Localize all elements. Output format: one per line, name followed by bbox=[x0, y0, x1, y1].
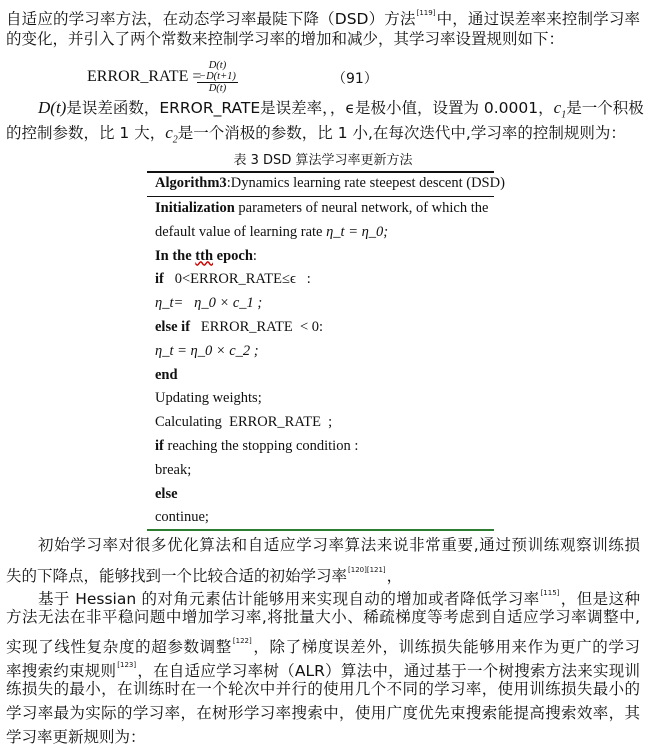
algorithm-math: η_t = η_0; bbox=[326, 223, 389, 240]
text-run: ，但是这种 bbox=[560, 590, 640, 608]
algorithm-line bbox=[155, 414, 486, 431]
text-run: 失的下降点，能够找到一个比较合适的初始学习率 bbox=[6, 567, 348, 585]
text-run: 是一个积极 bbox=[566, 99, 644, 117]
text-run: 学习率更新规则为： bbox=[6, 728, 146, 746]
algorithm-line bbox=[155, 319, 486, 336]
text-run: 实现了线性复杂度的超参数调整 bbox=[6, 638, 232, 656]
keyword: if bbox=[155, 271, 164, 288]
algorithm-line bbox=[155, 295, 486, 312]
algorithm-line bbox=[155, 271, 486, 288]
algorithm-math: η_t = η_0 × c_2 ; bbox=[155, 342, 259, 359]
algorithm-line bbox=[155, 438, 486, 455]
text-line bbox=[6, 3, 640, 29]
text-run: 初始学习率对很多优化算法和自适应学习率算法来说非常重要,通过预训练观察训练损 bbox=[38, 536, 640, 554]
text-line bbox=[38, 583, 640, 609]
algorithm-line bbox=[155, 486, 486, 503]
text-line bbox=[6, 679, 640, 699]
citation: [122] bbox=[232, 637, 252, 645]
text-run: 自适应的学习率方法，在动态学习率最陡下降（DSD）方法 bbox=[6, 10, 416, 28]
algorithm-line bbox=[155, 248, 486, 265]
citation: [120][121] bbox=[348, 566, 386, 574]
text-line bbox=[6, 123, 640, 150]
text-line bbox=[6, 703, 640, 723]
equation-number: （91） bbox=[332, 71, 378, 87]
text-run: 的控制参数，比 1 大， bbox=[6, 124, 166, 142]
algorithm-text: break; bbox=[155, 461, 192, 478]
citation: [115] bbox=[540, 589, 560, 597]
algorithm-line bbox=[155, 390, 486, 407]
text-line bbox=[6, 727, 640, 747]
text-line bbox=[38, 98, 644, 125]
math-symbol bbox=[553, 98, 567, 121]
table-top-rule bbox=[147, 171, 494, 173]
algorithm-math: η_t= η_0 × c_1 ; bbox=[155, 295, 263, 312]
text-run: ，除了梯度误差外，训练损失能够用来作为更广的学习 bbox=[252, 638, 640, 656]
text-line bbox=[6, 29, 640, 49]
keyword: end bbox=[155, 366, 178, 383]
algorithm-text: continue; bbox=[155, 509, 209, 526]
keyword: if bbox=[155, 438, 164, 454]
math-subscript: 2 bbox=[172, 134, 178, 146]
algorithm-line bbox=[155, 462, 486, 479]
keyword: else bbox=[155, 485, 178, 502]
text-line bbox=[38, 535, 640, 555]
algorithm-text: : bbox=[252, 247, 257, 264]
math-base: D(t) bbox=[38, 98, 67, 117]
text-line bbox=[6, 631, 640, 657]
citation: [119] bbox=[416, 9, 436, 17]
equation-numerator: D(t)−D(t+1) bbox=[199, 60, 236, 82]
algorithm-text: ERROR_RATE < 0: bbox=[190, 319, 324, 335]
text-run: 是误差函数，ERROR_RATE是误差率，，ϵ是极小值，设置为 0.0001， bbox=[66, 99, 554, 117]
keyword: else if bbox=[155, 319, 191, 335]
algorithm-line bbox=[155, 509, 486, 526]
math-subscript: 1 bbox=[561, 109, 567, 121]
keyword-variable: tth bbox=[195, 247, 214, 264]
equation-lhs: ERROR_RATE = bbox=[87, 68, 202, 85]
text-run: 的变化，并引入了两个常数来控制学习率的增加和减少，其学习率设置规则如下： bbox=[6, 30, 565, 48]
citation: [123] bbox=[117, 661, 137, 669]
algorithm-line bbox=[155, 367, 486, 384]
algorithm-title bbox=[155, 175, 505, 192]
algorithm-text: reaching the stopping condition : bbox=[163, 438, 359, 454]
algorithm-text: default value of learning rate bbox=[155, 223, 327, 240]
text-run: 率搜索约束规则 bbox=[6, 662, 117, 680]
equation-denominator: D(t) bbox=[208, 83, 227, 94]
algorithm-title-bold: Algorithm3 bbox=[155, 175, 227, 191]
algorithm-text: 0<ERROR_RATE≤ϵ : bbox=[163, 271, 311, 288]
text-run: 学习率最为实际的学习率，在树形学习率搜索中，使用广度优先束搜索能提高搜索效率，其 bbox=[6, 704, 640, 722]
text-line bbox=[6, 655, 640, 681]
algorithm-table bbox=[147, 171, 505, 531]
equation-fraction bbox=[197, 60, 238, 94]
math-base: c bbox=[553, 98, 562, 117]
keyword: Initialization bbox=[155, 200, 235, 216]
algorithm-line bbox=[155, 200, 489, 217]
math-symbol bbox=[38, 98, 66, 117]
algorithm-title-text: :Dynamics learning rate steepest descent (DSD) bbox=[226, 175, 505, 191]
text-run: ，在自适应学习率树（ALR）算法中，通过基于一个树搜索方法来实现训 bbox=[137, 662, 640, 680]
text-run: 中，通过误差率来控制学习率 bbox=[436, 10, 640, 28]
algorithm-line bbox=[155, 343, 486, 360]
keyword: epoch bbox=[213, 247, 253, 264]
algorithm-text: Calculating ERROR_RATE ; bbox=[155, 414, 333, 431]
table-bottom-rule bbox=[147, 529, 494, 531]
keyword: In the bbox=[155, 247, 196, 264]
text-line bbox=[6, 607, 640, 627]
text-run: 是一个消极的参数，比 1 小,在每次迭代中,学习率的控制规则为： bbox=[177, 124, 626, 142]
text-run: 练损失的最小，在训练时在一个轮次中并行的使用几个不同的学习率，使用训练损失最小的 bbox=[6, 680, 640, 698]
algorithm-text: parameters of neural network, of which the bbox=[234, 200, 489, 216]
algorithm-line bbox=[155, 224, 486, 241]
math-symbol bbox=[165, 123, 178, 146]
table-caption: 表 3 DSD 算法学习率更新方法 bbox=[233, 153, 413, 168]
math-base: c bbox=[165, 123, 173, 142]
text-run: 方法无法在非平稳问题中增加学习率,将批量大小、稀疏梯度等考虑到自适应学习率调整中, bbox=[6, 608, 640, 626]
table-header-rule bbox=[147, 196, 494, 197]
text-run: 基于 Hessian 的对角元素估计能够用来实现自动的增加或者降低学习率 bbox=[38, 590, 540, 608]
algorithm-text: Updating weights; bbox=[155, 390, 262, 407]
text-run: ， bbox=[386, 567, 403, 585]
